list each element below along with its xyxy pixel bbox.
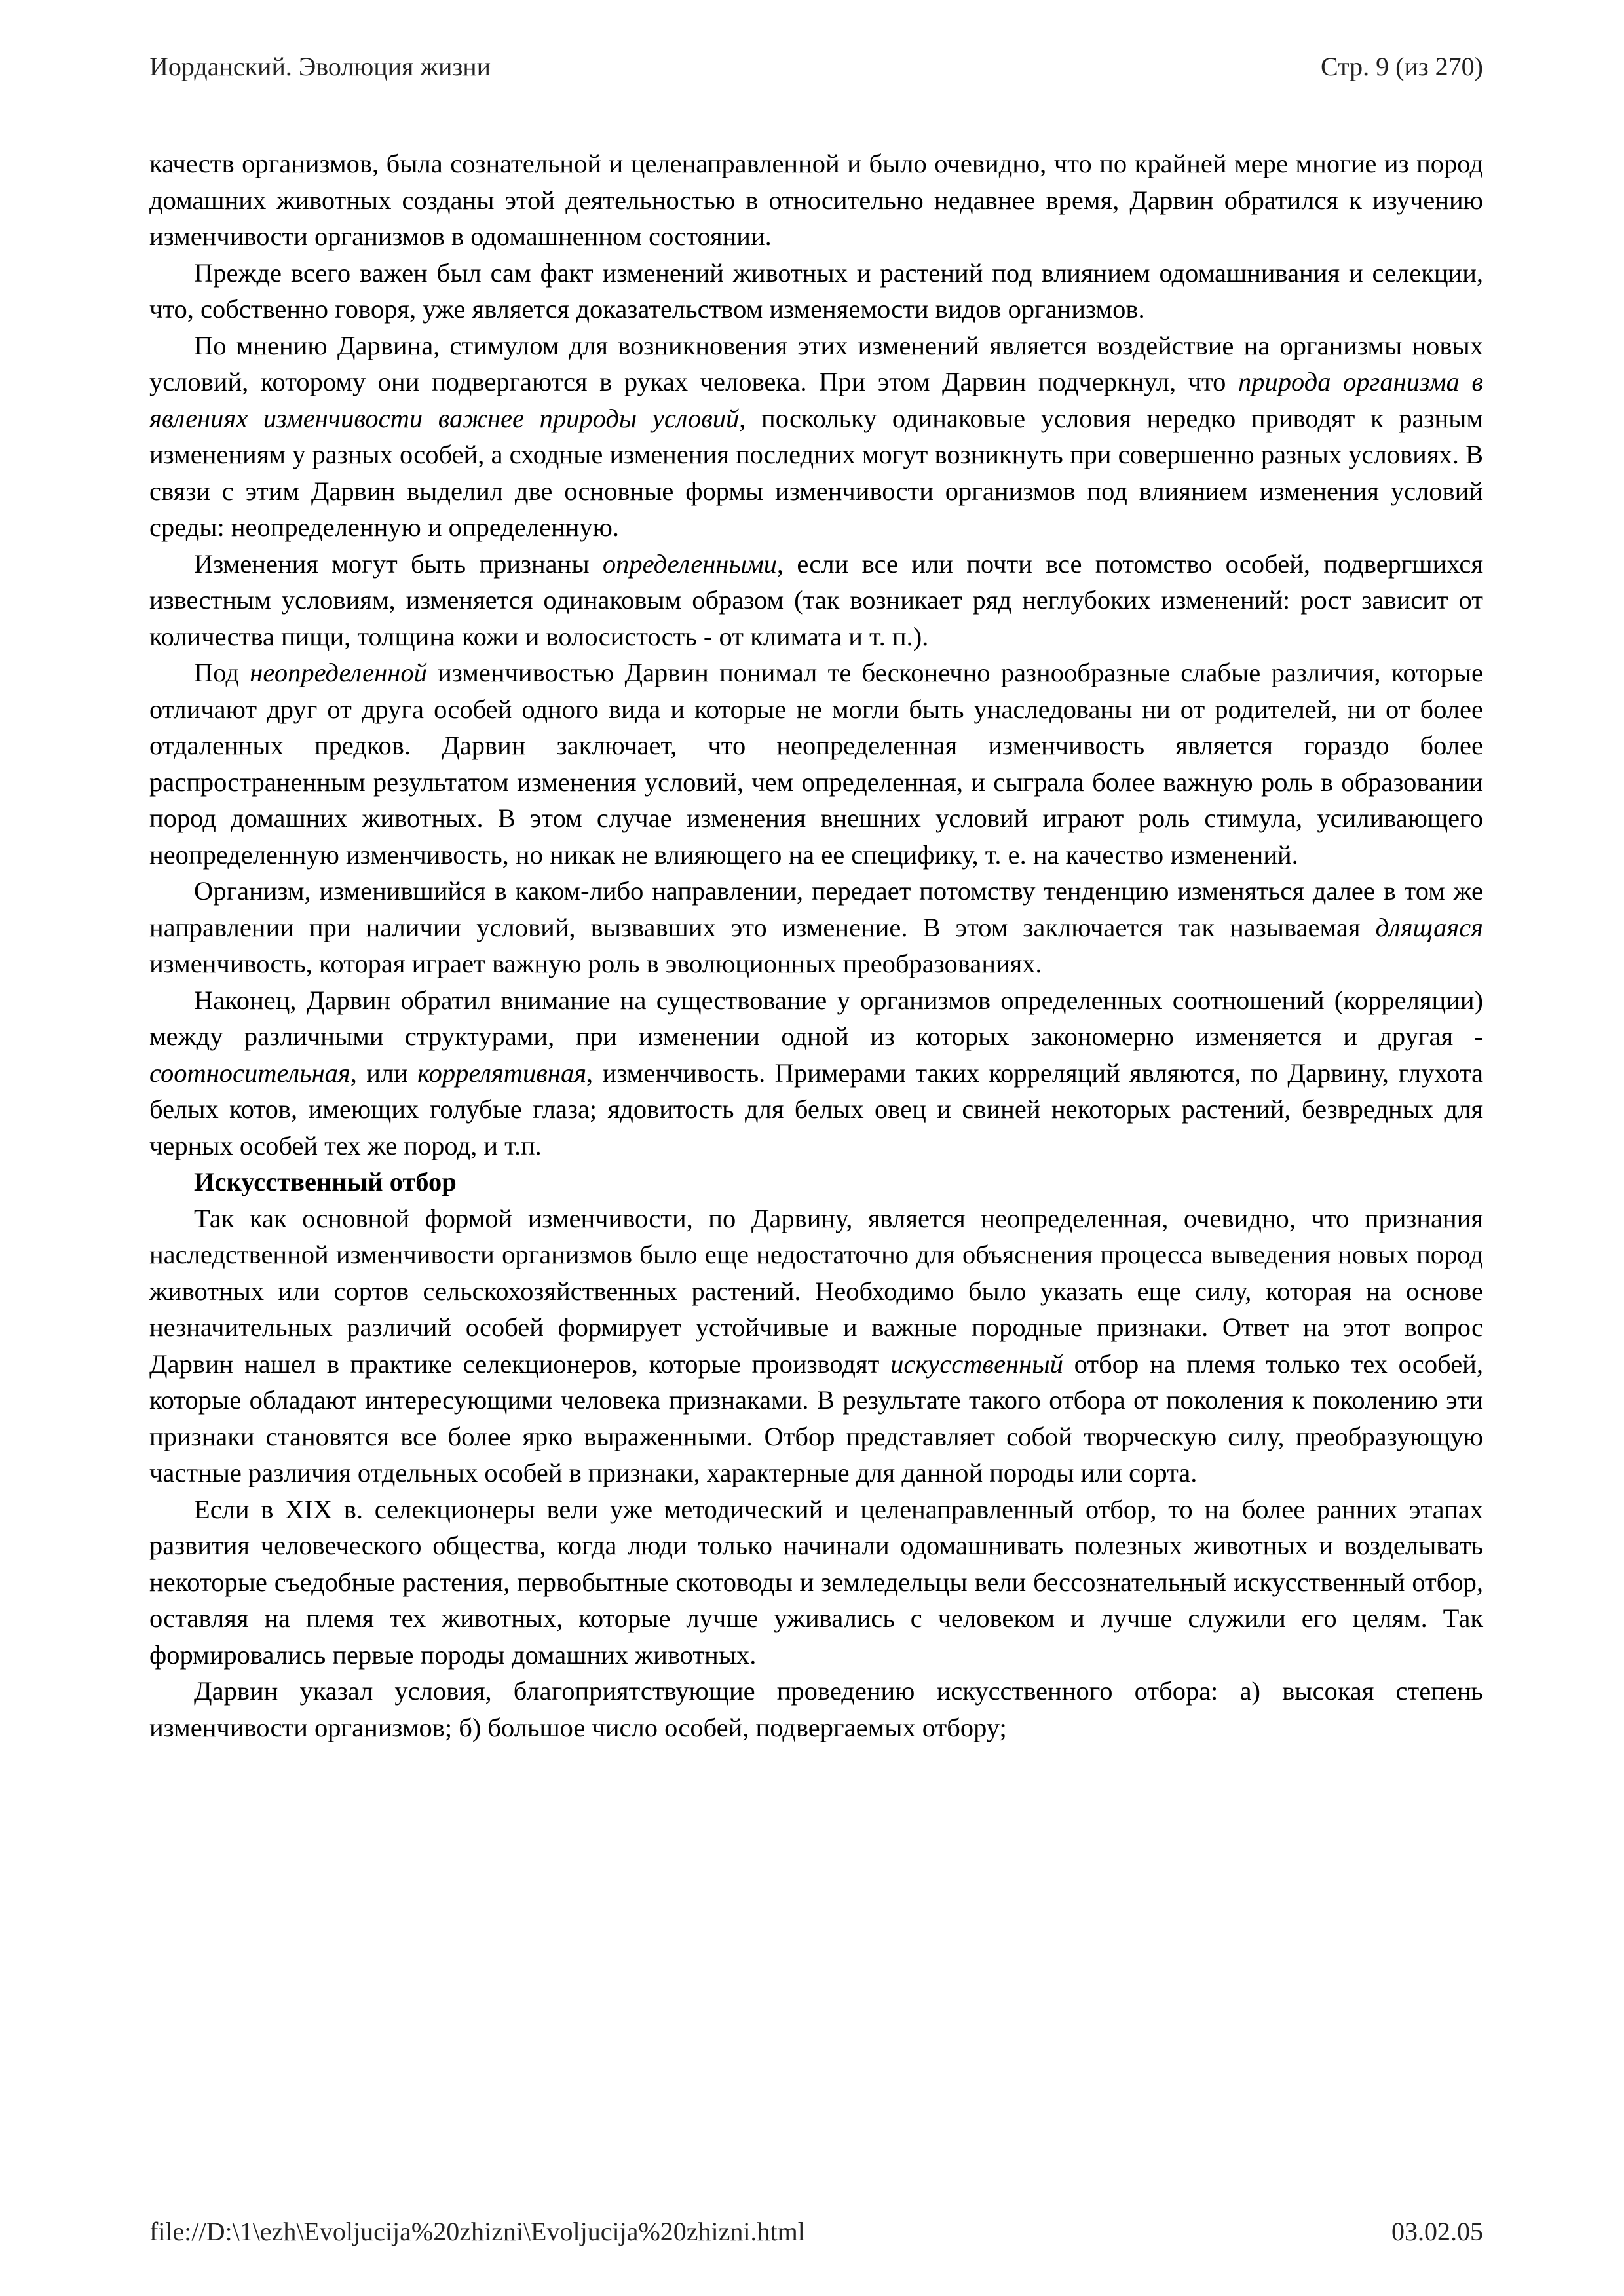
paragraph-artificial-selection: Так как основной формой изменчивости, по Дарвину, является неопределенная, очевидно, что признания наследственной изменчивости организмов было еще недостаточно для объяснения процесса выведения новых пород животных или сортов сельскохозяйственных растений. Необходимо было указать еще силу, которая на основе незначительных различий особей формирует устойчивые и важные породные признаки. Ответ на этот вопрос Дарвин нашел в практике селекционеров, которые производят искусственный отбор на племя только тех особей, которые обладают интересующими человека признаками. В результате такого отбора от поколения к поколению эти признаки становятся все более ярко выраженными. Отбор представляет собой творческую силу, преобразующую частные различия отдельных особей в признаки, характерные для данной породы или сорта. [149,1203,1483,1487]
page-number: Стр. 9 (из 270) [1321,52,1483,81]
paragraph-lasting-variability: Организм, изменившийся в каком-либо направлении, передает потомству тенденцию изменяться далее в том же направлении при наличии условий, вызвавших это изменение. В этом заключается так называемая длящаяся изменчивость, которая играет важную роль в эволюционных преобразованиях. [149,876,1483,978]
emphasis-correlative-1: соотносительная [149,1058,350,1088]
print-date: 03.02.05 [1391,2217,1483,2246]
emphasis-artificial: искусственный [890,1349,1063,1379]
file-path: file://D:\1\ezh\Evoljucija%20zhizni\Evoljucija%20zhizni.html [149,2217,805,2246]
paragraph-stimulus: По мнению Дарвина, стимулом для возникновения этих изменений является воздействие на организмы новых условий, которому они подвергаются в руках человека. При этом Дарвин подчеркнул, что природа организма в явлениях изменчивости важнее природы условий, поскольку одинаковые условия нередко приводят к разным изменениям у разных особей, а сходные изменения последних могут возникнуть при совершенно разных условиях. В связи с этим Дарвин выделил две основные формы изменчивости организмов под влиянием изменения условий среды: неопределенную и определенную. [149,330,1484,542]
paragraph-unconscious-selection: Если в XIX в. селекционеры вели уже методический и целенаправленный отбор, то на более ранних этапах развития человеческого общества, когда люди только начинали одомашнивать полезных животных и возделывать некоторые съедобные растения, первобытные скотоводы и земледельцы вели бессознательный искусственный отбор, оставляя на племя тех животных, которые лучше уживались с человеком и лучше служили его целям. Так формировались первые породы домашних животных. [149,1494,1483,1670]
paragraph-selection-conditions: Дарвин указал условия, благоприятствующие проведению искусственного отбора: а) высокая степень изменчивости организмов; б) большое число особей, подвергаемых отбору; [149,1676,1483,1742]
section-heading-artificial-selection: Искусственный отбор [194,1167,457,1196]
document-body [149,145,1483,1746]
emphasis-correlative-2: коррелятивная [417,1058,587,1088]
emphasis-indefinite: неопределенной [250,658,427,687]
paragraph-domestication-fact: Прежде всего важен был сам факт изменений животных и растений под влиянием одомашнивания и селекции, что, собственно говоря, уже является доказательством изменяемости видов организмов. [149,258,1483,324]
emphasis-definite: определенными [602,548,777,579]
emphasis-lasting: длящаяся [1375,912,1483,942]
emphasis-nature-of-organism: природа организма в явлениях изменчивости важнее природы условий [149,367,1483,433]
page-header [149,51,1483,90]
page-footer [149,2216,1483,2255]
document-title: Иорданский. Эволюция жизни [149,52,491,81]
paragraph-indefinite-variability: Под неопределенной изменчивостью Дарвин понимал те бесконечно разнообразные слабые различия, которые отличают друг от друга особей одного вида и которые не могли быть унаследованы ни от родителей, ни от более отдаленных предков. Дарвин заключает, что неопределенная изменчивость является гораздо более распространенным результатом изменения условий, чем определенная, и сыграла более важную роль в образовании пород домашних животных. В этом случае изменения внешних условий играют роль стимула, усиливающего неопределенную изменчивость, но никак не влияющего на ее специфику, т. е. на качество изменений. [149,658,1484,870]
paragraph-correlative-variability: Наконец, Дарвин обратил внимание на существование у организмов определенных соотношений (корреляции) между различными структурами, при изменении одной из которых закономерно изменяется и другая - соотносительная, или коррелятивная, изменчивость. Примерами таких корреляций являются, по Дарвину, глухота белых котов, имеющих голубые глаза; ядовитость для белых овец и свиней некоторых растений, безвредных для черных особей тех же пород, и т.п. [149,985,1483,1160]
paragraph-definite-variability: Изменения могут быть признаны определенными, если все или почти все потомство особей, подвергшихся известным условиям, изменяется одинаковым образом (так возникает ряд неглубоких изменений: рост зависит от количества пищи, толщина кожи и волосистость - от климата и т. п.). [149,548,1483,651]
paragraph-continuation: качеств организмов, была сознательной и целенаправленной и было очевидно, что по крайней мере многие из пород домашних животных созданы этой деятельностью в относительно недавнее время, Дарвин обратился к изучению изменчивости организмов в одомашненном состоянии. [149,149,1483,251]
